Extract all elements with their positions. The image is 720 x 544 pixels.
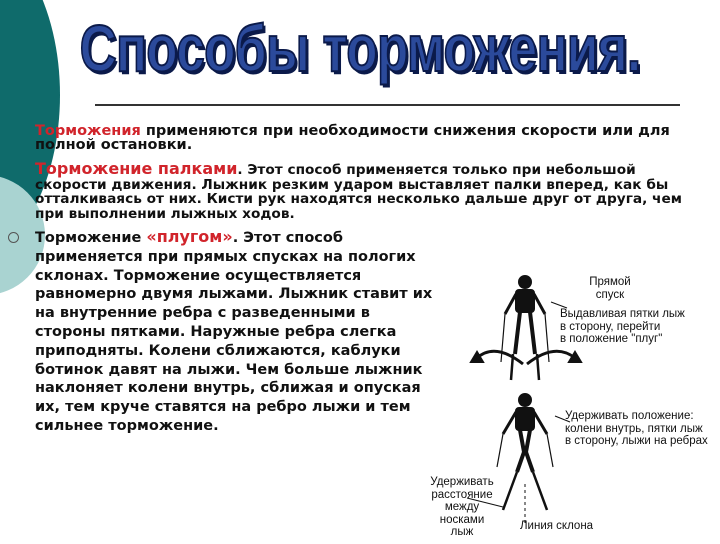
- bullet-icon: [8, 232, 19, 243]
- highlight-term: «плугом»: [146, 227, 233, 246]
- paragraph-text: . Этот способ применяется только при небольшой скорости движения. Лыжник резким ударом выставляет палки вперед, как бы отталкиваясь от них. Кисти рук находятся несколько дальше друг от друга, чем при выполнении лыжных ходов.: [35, 162, 682, 222]
- highlight-term: Торможения: [35, 123, 141, 139]
- title-divider: [95, 104, 680, 106]
- skier-illustration: [425, 262, 720, 540]
- slide-title: Способы торможения.: [79, 11, 641, 85]
- highlight-term: Торможение палками: [35, 159, 238, 178]
- paragraph-prefix: Торможение: [35, 230, 147, 246]
- label-slope-line: Линия склона: [520, 520, 594, 532]
- paragraph-plow-braking: [35, 228, 435, 436]
- label-keep-distance: Удерживать расстояние между носками лыж: [430, 476, 494, 538]
- paragraph-text: применяются при необходимости снижения скорости или для полной остановки.: [35, 123, 670, 153]
- label-plow-transition: Выдавливая пятки лыж в сторону, перейти в положение "плуг": [560, 308, 685, 345]
- paragraph-text: . Этот способ применяется при прямых спусках на пологих склонах. Торможение осуществляется равномерно двумя лыжами. Лыжник ставит их на внутренние ребра с разведенными в стороны пятками. Наружные ребра слегка приподняты. Колени сближаются, каблуки ботинок давят на лыжи. Чем больше лыжник наклоняет колени внутрь, сближая и опуская их, тем круче ставятся на ребро лыжи и тем сильнее торможение.: [35, 230, 433, 434]
- paragraph-pole-braking: [35, 159, 705, 222]
- label-hold-position: Удерживать положение: колени внутрь, пятки лыж в сторону, лыжи на ребрах: [565, 410, 708, 447]
- paragraph-braking-intro: [35, 124, 705, 152]
- label-straight-descent: Прямой спуск: [589, 276, 631, 301]
